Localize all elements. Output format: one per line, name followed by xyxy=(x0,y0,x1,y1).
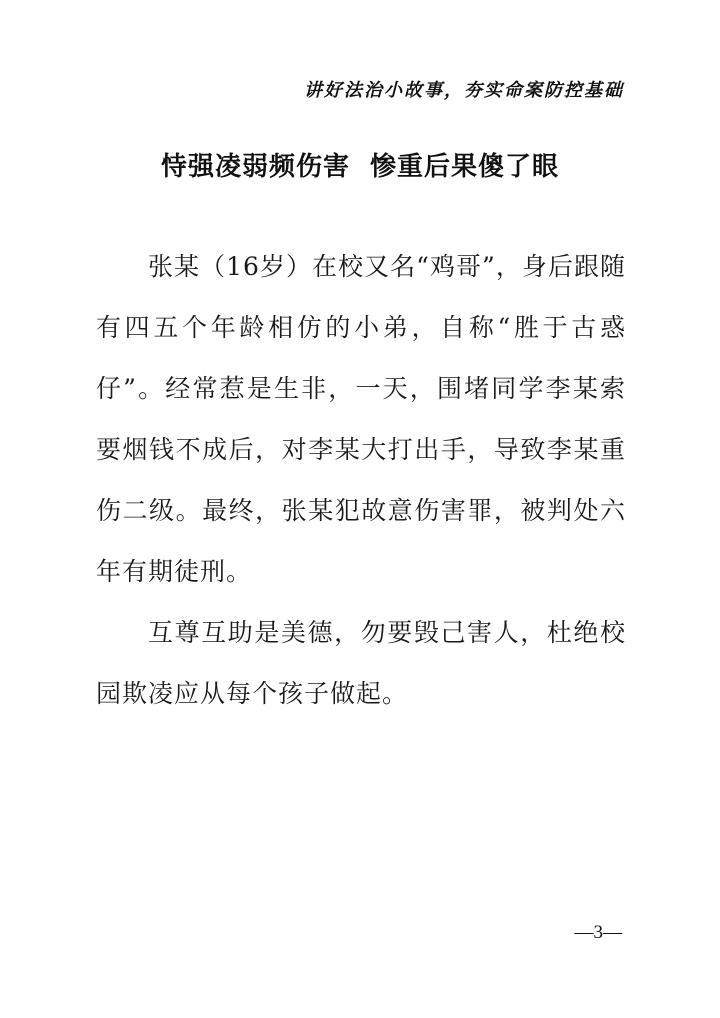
page-number: —3— xyxy=(574,922,622,943)
header-slogan: 讲好法治小故事，夯实命案防控基础 xyxy=(304,80,624,101)
paragraph-2: 互尊互助是美德，勿要毁己害人，杜绝校园欺凌应从每个孩子做起。 xyxy=(96,618,626,708)
paragraph-1: 张某（16岁）在校又名“鸡哥”，身后跟随有四五个年龄相仿的小弟，自称“胜于古惑仔”。经常惹是生非，一天，围堵同学李某索要烟钱不成后，对李某大打出手，导致李某重伤二级。最终，张某犯故意伤害罪，被判处六年有期徒刑。 xyxy=(96,252,626,586)
article-title: 恃强凌弱频伤害 惨重后果傻了眼 xyxy=(160,152,560,182)
article-body xyxy=(96,236,626,724)
